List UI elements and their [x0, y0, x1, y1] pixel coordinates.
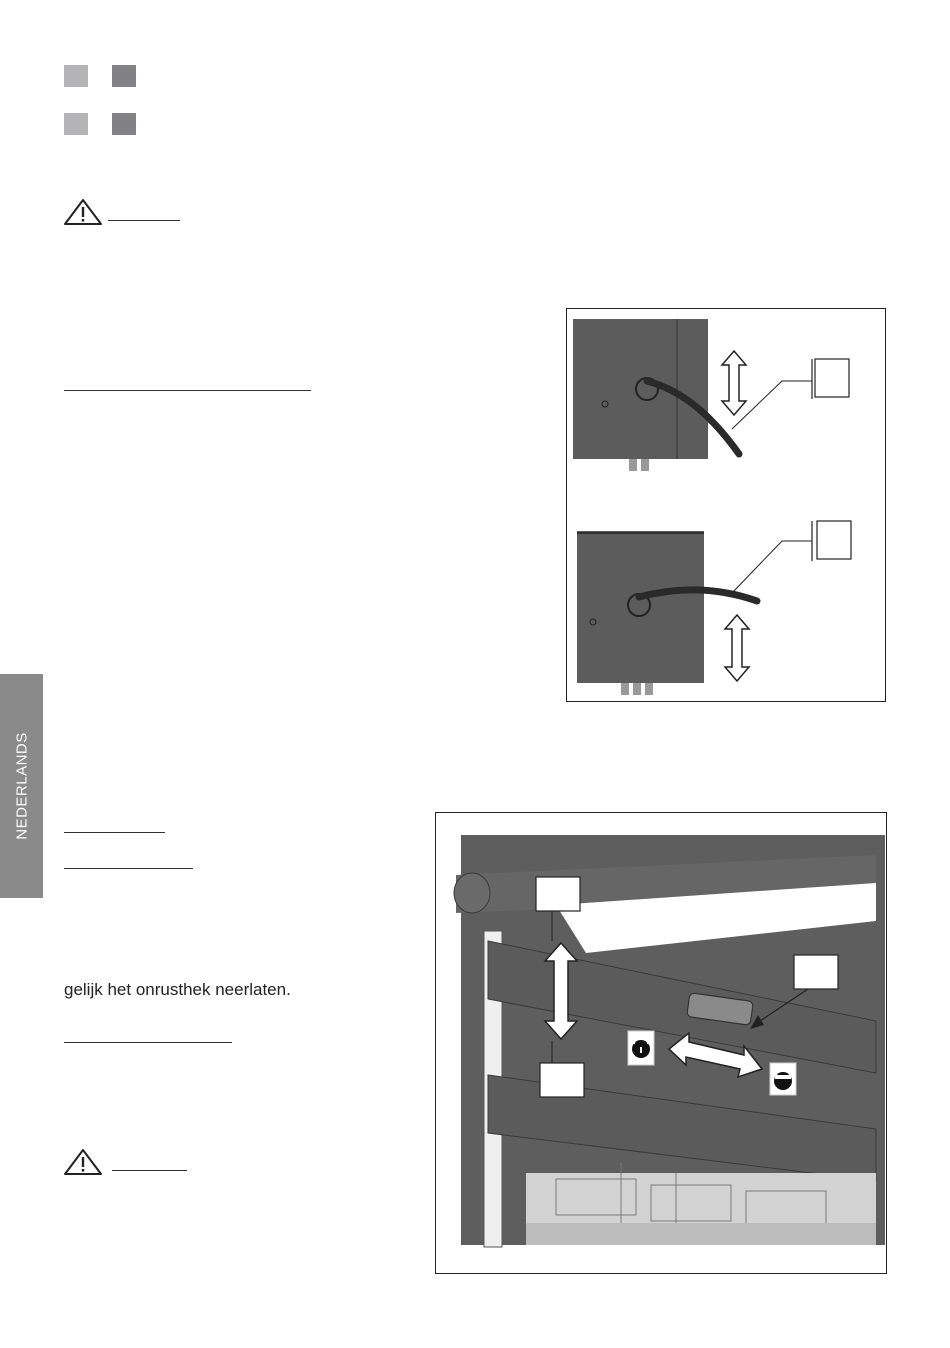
- subheading-underline-1: [64, 832, 165, 833]
- header-square-1: [64, 65, 88, 87]
- warning-triangle-icon: [63, 198, 103, 226]
- warning-heading-underline: [112, 1170, 187, 1171]
- warning-heading-underline: [108, 220, 180, 221]
- cabinet-illustration: [436, 813, 886, 1273]
- language-side-tab-label: NEDERLANDS: [13, 732, 30, 840]
- cabinet-figure: [435, 812, 887, 1274]
- body-text-line: gelijk het onrusthek neerlaten.: [64, 980, 291, 999]
- header-square-3: [64, 113, 88, 135]
- header-square-2: [112, 65, 136, 87]
- lock-closed-icon: [628, 1031, 654, 1065]
- lock-open-icon: [770, 1063, 796, 1095]
- subheading-underline-3: [64, 1042, 232, 1043]
- lever-illustration: [567, 309, 885, 701]
- section-heading-underline: [64, 390, 311, 391]
- subheading-underline-2: [64, 868, 193, 869]
- lever-figure: [566, 308, 886, 702]
- language-side-tab: [0, 674, 43, 898]
- header-square-4: [112, 113, 136, 135]
- warning-triangle-icon: [63, 1148, 103, 1176]
